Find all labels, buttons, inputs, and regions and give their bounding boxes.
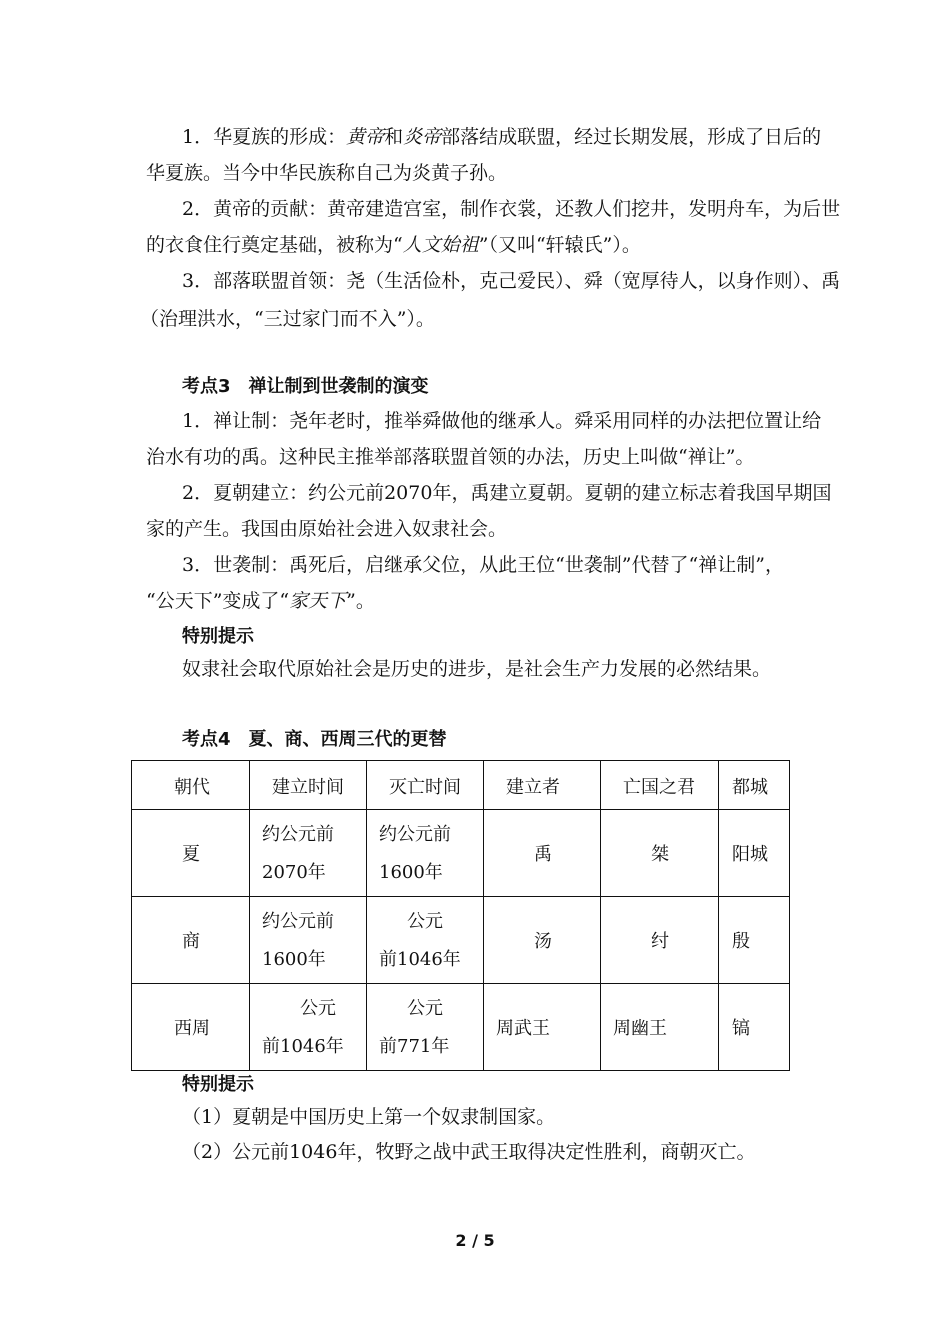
cell-last-ruler: 周幽王	[613, 1018, 667, 1039]
s3-heading: 考点3 禅让制到世袭制的演变	[182, 376, 429, 397]
cell-end-line2: 前1046年	[379, 949, 461, 970]
cell-founder: 汤	[534, 931, 552, 952]
cell-last-ruler: 纣	[651, 931, 669, 952]
s3-p3-line2	[146, 592, 810, 611]
s2-p1-rest: 部落结成联盟，经过长期发展，形成了日后的	[441, 126, 822, 148]
emphasis-huangdi: 黄帝	[346, 126, 385, 148]
s2-p2-text-b: ”（又叫“轩辕氏”）。	[478, 234, 641, 256]
s3-p3-text-a: “公天下”变成了“	[146, 590, 290, 612]
table-row	[132, 897, 790, 984]
s2-p2-line1: 2．黄帝的贡献：黄帝建造宫室，制作衣裳，还教人们挖井，发明舟车，为后世	[182, 198, 841, 220]
emphasis-yandi: 炎帝	[403, 126, 442, 148]
cell-est-line1: 公元	[300, 998, 336, 1019]
cell-last-ruler: 桀	[651, 844, 669, 865]
table-row	[132, 810, 790, 897]
s3-p2-line2: 家的产生。我国由原始社会进入奴隶社会。	[146, 518, 508, 540]
cell-end-line1: 公元	[407, 998, 443, 1019]
s4-heading: 考点4 夏、商、西周三代的更替	[182, 729, 447, 750]
s4-tip-2: （2）公元前1046年，牧野之战中武王取得决定性胜利，商朝灭亡。	[182, 1141, 756, 1163]
s2-p3-line1: 3．部落联盟首领：尧（生活俭朴，克己爱民）、舜（宽厚待人，以身作则）、禹	[182, 270, 841, 292]
header-est-time: 建立时间	[272, 777, 344, 798]
cell-est-line1: 约公元前	[262, 911, 334, 932]
cell-capital: 镐	[732, 1018, 750, 1039]
s3-p3-text-b: ”。	[346, 590, 375, 612]
cell-est-line2: 1600年	[262, 949, 326, 970]
s3-tip-text: 奴隶社会取代原始社会是历史的进步，是社会生产力发展的必然结果。	[182, 658, 772, 680]
header-founder: 建立者	[506, 777, 560, 798]
emphasis-renwenshizu: 人文始祖	[402, 234, 479, 256]
cell-dynasty: 商	[182, 931, 200, 952]
cell-dynasty: 西周	[174, 1018, 210, 1039]
header-capital: 都城	[732, 777, 768, 798]
s2-p2-line2	[146, 236, 810, 255]
s3-p1-line1: 1．禅让制：尧年老时，推举舜做他的继承人。舜采用同样的办法把位置让给	[182, 410, 822, 432]
s2-p2-text-a: 的衣食住行奠定基础，被称为“	[146, 234, 403, 256]
cell-est-line2: 前1046年	[262, 1036, 344, 1057]
s3-p3-line1: 3．世袭制：禹死后，启继承父位，从此王位“世袭制”代替了“禅让制”，	[182, 554, 784, 576]
header-dynasty: 朝代	[174, 777, 210, 798]
cell-est-line2: 2070年	[262, 862, 326, 883]
s3-tip-title: 特别提示	[182, 626, 254, 647]
s2-p1-and: 和	[384, 126, 404, 148]
s4-tip-title: 特别提示	[182, 1074, 254, 1095]
cell-end-line1: 约公元前	[379, 824, 451, 845]
s3-p2-line1: 2．夏朝建立：约公元前2070年，禹建立夏朝。夏朝的建立标志着我国早期国	[182, 482, 832, 504]
cell-founder: 周武王	[496, 1018, 550, 1039]
cell-end-line2: 1600年	[379, 862, 443, 883]
cell-est-line1: 约公元前	[262, 824, 334, 845]
header-end-time: 灭亡时间	[389, 777, 461, 798]
s2-p1-line2: 华夏族。当今中华民族称自己为炎黄子孙。	[146, 162, 508, 184]
cell-founder: 禹	[534, 844, 552, 865]
emphasis-jiatianxia: 家天下	[289, 590, 347, 612]
s3-p1-line2: 治水有功的禹。这种民主推举部落联盟首领的办法，历史上叫做“禅让”。	[146, 446, 755, 468]
header-last-ruler: 亡国之君	[623, 777, 695, 798]
dynasty-table	[131, 760, 790, 1071]
page-number: 2 / 5	[455, 1231, 495, 1250]
cell-end-line1: 公元	[407, 911, 443, 932]
cell-end-line2: 前771年	[379, 1036, 450, 1057]
s2-p3-line2: （治理洪水，“三过家门而不入”）。	[140, 308, 435, 330]
s2-p1-label: 1．华夏族的形成：	[182, 126, 347, 148]
table-header-row	[132, 761, 790, 810]
cell-capital: 殷	[732, 931, 750, 952]
table-row	[132, 984, 790, 1071]
cell-capital: 阳城	[732, 844, 768, 865]
cell-dynasty: 夏	[182, 844, 200, 865]
s2-p1-line1	[182, 128, 846, 147]
s4-tip-1: （1）夏朝是中国历史上第一个奴隶制国家。	[182, 1106, 556, 1128]
